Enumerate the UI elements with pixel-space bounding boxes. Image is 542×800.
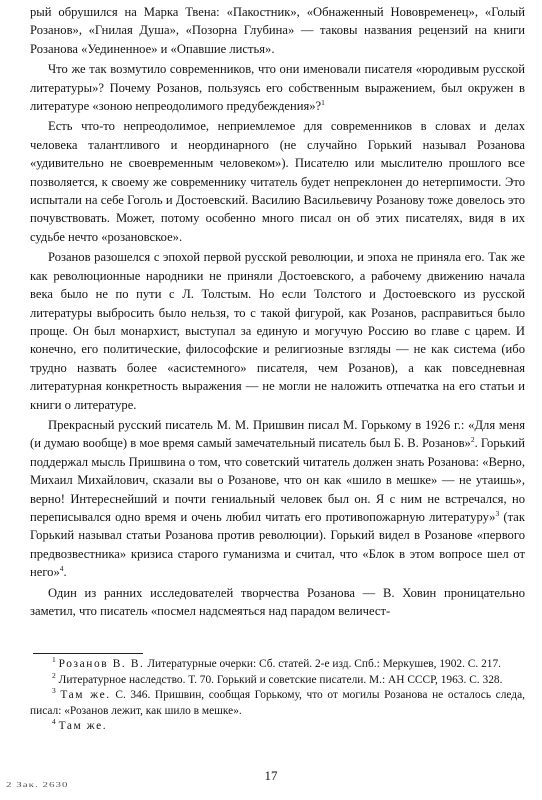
page-number: 17 xyxy=(264,768,278,783)
paragraph-5-text-b: . Горький поддержал мысль Пришвина о том, что советский читатель должен знать Розанова: «Верно, Михаил Михайлович, сказали вы о Розанове, что он как «шило в мешке» — не утаишь», верно! Интереснейший и почти гениальный человек был он. Я с ним не встречался, но переписывался одно время и очень любил читать его противопожарную литературу» xyxy=(30,436,525,524)
printer-signature-mark: 2 Зак. 2630 xyxy=(6,780,69,790)
footnote-text: Литературные очерки: Сб. статей. 2-е изд. Спб.: Меркушев, 1902. С. 217. xyxy=(144,658,502,670)
footnote-mark: 1 xyxy=(52,655,56,664)
footnote-author: Там же. xyxy=(60,689,111,701)
paragraph-5 xyxy=(30,416,525,582)
main-text xyxy=(30,3,525,622)
paragraph-5-text-d: . xyxy=(63,565,67,580)
footnote-text: С. 346. Пришвин, сообщая Горькому, что от могилы Розанова не осталось следа, писал: «Розанов лежит, как шило в мешке». xyxy=(30,689,525,717)
footnote-mark: 2 xyxy=(52,670,56,680)
paragraph-6: Один из ранних исследователей творчества Розанова — В. Ховин проницательно заметил, что писатель «посмел надсмеяться над парадом величест- xyxy=(30,585,525,618)
footnote-ref-2: 2 xyxy=(470,435,475,445)
footnotes xyxy=(30,657,525,735)
footnote-1 xyxy=(30,657,525,673)
footnote-ref-3: 3 xyxy=(495,508,500,518)
footnote-mark: 3 xyxy=(52,686,56,695)
paragraph-5-text-a: Прекрасный русский писатель М. М. Пришвин писал М. Горькому в 1926 г.: «Для меня (и думаю вообще) в мое время самый замечательный писатель был Б. В. Розанов» xyxy=(30,417,525,451)
footnote-2 xyxy=(30,670,525,689)
paragraph-1: рый обрушился на Марка Твена: «Пакостник», «Обнаженный Нововременец», «Голый Розанов», «Гнилая Душа», «Позорна Глубина» — таковы названия рецензий на книги Розанова «Уединенное» и «Опавшие листья». xyxy=(30,5,525,56)
paragraph-3: Есть что-то непреодолимое, неприемлемое для современников в словах и делах человека талантливого и неординарного (не случайно Горький называл Розанова «удивительно не своевременным человеком»). Писателю или мыслителю прошлого все позволяется, к своему же современнику читатель будет непреклонен до нетерпимости. Это испытали на себе Гоголь и Достоевский. Василию Васильевичу Розанову тоже довелось это почувствовать. Может, потому особенно много писал он об этих писателях, видя в их судьбе нечто «розановское». xyxy=(30,119,525,244)
paragraph-2 xyxy=(30,60,525,115)
paragraph-2-text: Что же так возмутило современников, что они именовали писателя «юродивым русской литературы»? Почему Розанов, пользуясь его собственным выражением, был окружен в литературе «зоною непреодолимого предубеждения»? xyxy=(30,62,525,114)
footnote-divider xyxy=(33,653,143,654)
footnote-3 xyxy=(30,688,525,719)
paragraph-5-text-c: (так Горький называл статьи Розанова против революции). Горький видел в Розанове «первого предвозвестника» кризиса старого гуманизма и считал, что «Блок в этом вопросе шел от него» xyxy=(30,509,525,580)
footnote-author: Там же. xyxy=(58,720,108,732)
footnote-ref-1: 1 xyxy=(321,98,325,108)
footnote-4 xyxy=(30,719,525,735)
footnote-text: Литературное наследство. Т. 70. Горький и советские писатели. М.: АН СССР, 1963. С. 328. xyxy=(55,673,503,686)
footnote-ref-4: 4 xyxy=(59,564,64,574)
footnote-mark: 4 xyxy=(52,717,56,726)
footnote-author: Розанов В. В. xyxy=(58,658,145,670)
paragraph-4: Розанов разошелся с эпохой первой русской революции, и эпоха не приняла его. Так же как революционные народники не приняли Достоевского, а рабочему движению начала века было не по пути с Л. Толстым. Но если Толстого и Достоевского из русской литературы выбросить было нельзя, то с такой фигурой, как Розанов, расправиться было проще. Он был монархист, выступал за единую и могучую Россию во главе с царем. И конечно, его политические, философские и религиозные взгляды — не как система (ибо трудно назвать более «асистемного» писателя, чем Розанов), а как повседневная литературная конкретность выражения — не могли не наложить отпечатка на его статьи и книги о литературе. xyxy=(30,250,525,412)
